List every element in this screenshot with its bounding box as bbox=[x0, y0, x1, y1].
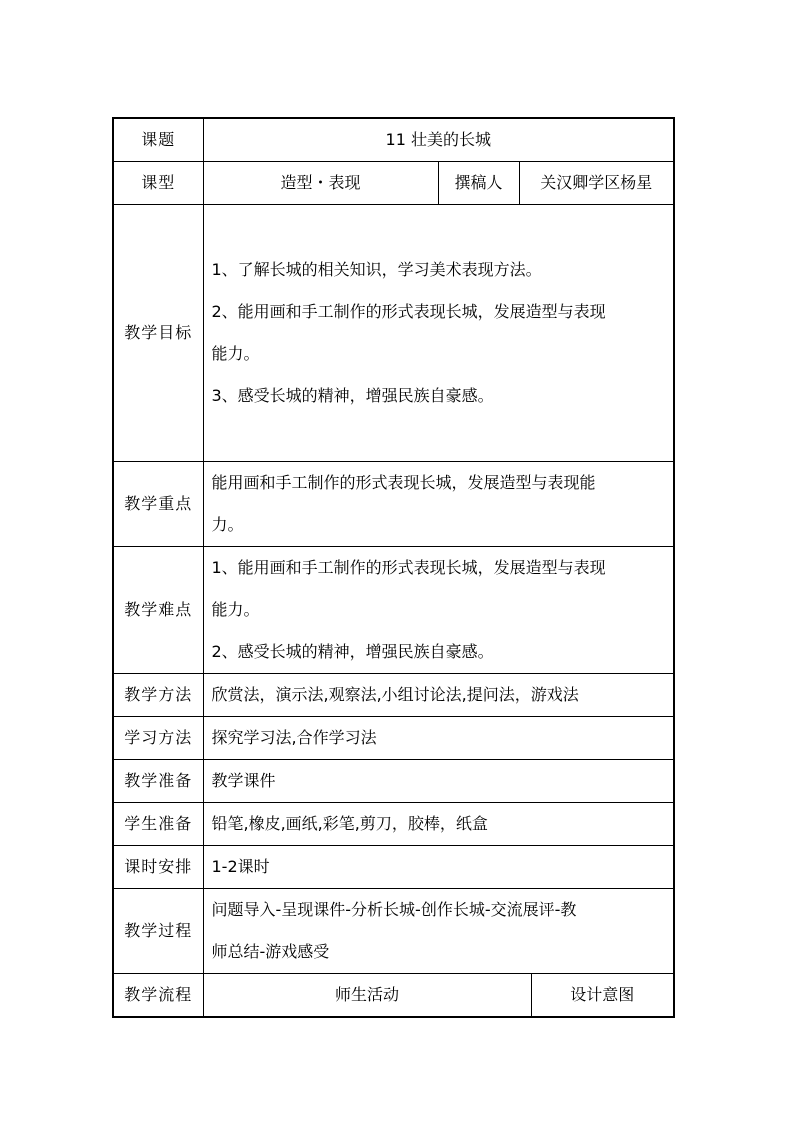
row-student-prep bbox=[113, 803, 674, 846]
teach-prep-value: 教学课件 bbox=[203, 760, 674, 803]
row-flow-header bbox=[113, 974, 674, 1018]
difficulty-line-2: 能力。 bbox=[211, 600, 260, 619]
row-teach-method bbox=[113, 674, 674, 717]
keypoint-line-1: 能用画和手工制作的形式表现长城，发展造型与表现能 bbox=[211, 473, 596, 492]
goal-line-4: 3、感受长城的精神，增强民族自豪感。 bbox=[211, 386, 494, 405]
author-label: 撰稿人 bbox=[438, 162, 519, 205]
type-value: 造型・表现 bbox=[203, 162, 438, 205]
difficulty-line-3: 2、感受长城的精神，增强民族自豪感。 bbox=[211, 642, 494, 661]
flow-label: 教学流程 bbox=[113, 974, 203, 1018]
schedule-label: 课时安排 bbox=[113, 846, 203, 889]
title-value: 11 壮美的长城 bbox=[203, 118, 674, 162]
row-learn-method bbox=[113, 717, 674, 760]
schedule-value: 1-2课时 bbox=[203, 846, 674, 889]
goals-cell bbox=[203, 205, 674, 462]
row-teach-prep bbox=[113, 760, 674, 803]
goal-line-2: 2、能用画和手工制作的形式表现长城，发展造型与表现 bbox=[211, 302, 606, 321]
goal-line-1: 1、了解长城的相关知识，学习美术表现方法。 bbox=[211, 260, 542, 279]
row-type bbox=[113, 162, 674, 205]
row-goals bbox=[113, 205, 674, 462]
difficulty-cell bbox=[203, 547, 674, 674]
title-label: 课题 bbox=[113, 118, 203, 162]
row-title bbox=[113, 118, 674, 162]
keypoint-label: 教学重点 bbox=[113, 462, 203, 547]
teach-prep-label: 教学准备 bbox=[113, 760, 203, 803]
process-line-2: 师总结-游戏感受 bbox=[211, 942, 330, 961]
difficulty-label: 教学难点 bbox=[113, 547, 203, 674]
teach-method-label: 教学方法 bbox=[113, 674, 203, 717]
process-label: 教学过程 bbox=[113, 889, 203, 974]
student-prep-label: 学生准备 bbox=[113, 803, 203, 846]
process-line-1: 问题导入-呈现课件-分析长城-创作长城-交流展评-教 bbox=[211, 900, 577, 919]
student-prep-value: 铅笔,橡皮,画纸,彩笔,剪刀，胶棒，纸盒 bbox=[203, 803, 674, 846]
goal-line-3: 能力。 bbox=[211, 344, 260, 363]
learn-method-label: 学习方法 bbox=[113, 717, 203, 760]
difficulty-line-1: 1、能用画和手工制作的形式表现长城，发展造型与表现 bbox=[211, 558, 606, 577]
teach-method-value: 欣赏法，演示法,观察法,小组讨论法,提问法，游戏法 bbox=[203, 674, 674, 717]
goals-label: 教学目标 bbox=[113, 205, 203, 462]
lesson-plan-table bbox=[112, 117, 675, 1018]
activity-header: 师生活动 bbox=[203, 974, 531, 1018]
process-cell bbox=[203, 889, 674, 974]
row-schedule bbox=[113, 846, 674, 889]
learn-method-value: 探究学习法,合作学习法 bbox=[203, 717, 674, 760]
row-keypoint bbox=[113, 462, 674, 547]
keypoint-cell bbox=[203, 462, 674, 547]
row-difficulty bbox=[113, 547, 674, 674]
author-value: 关汉卿学区杨星 bbox=[519, 162, 674, 205]
row-process bbox=[113, 889, 674, 974]
type-label: 课型 bbox=[113, 162, 203, 205]
keypoint-line-2: 力。 bbox=[211, 515, 244, 534]
design-header: 设计意图 bbox=[531, 974, 674, 1018]
